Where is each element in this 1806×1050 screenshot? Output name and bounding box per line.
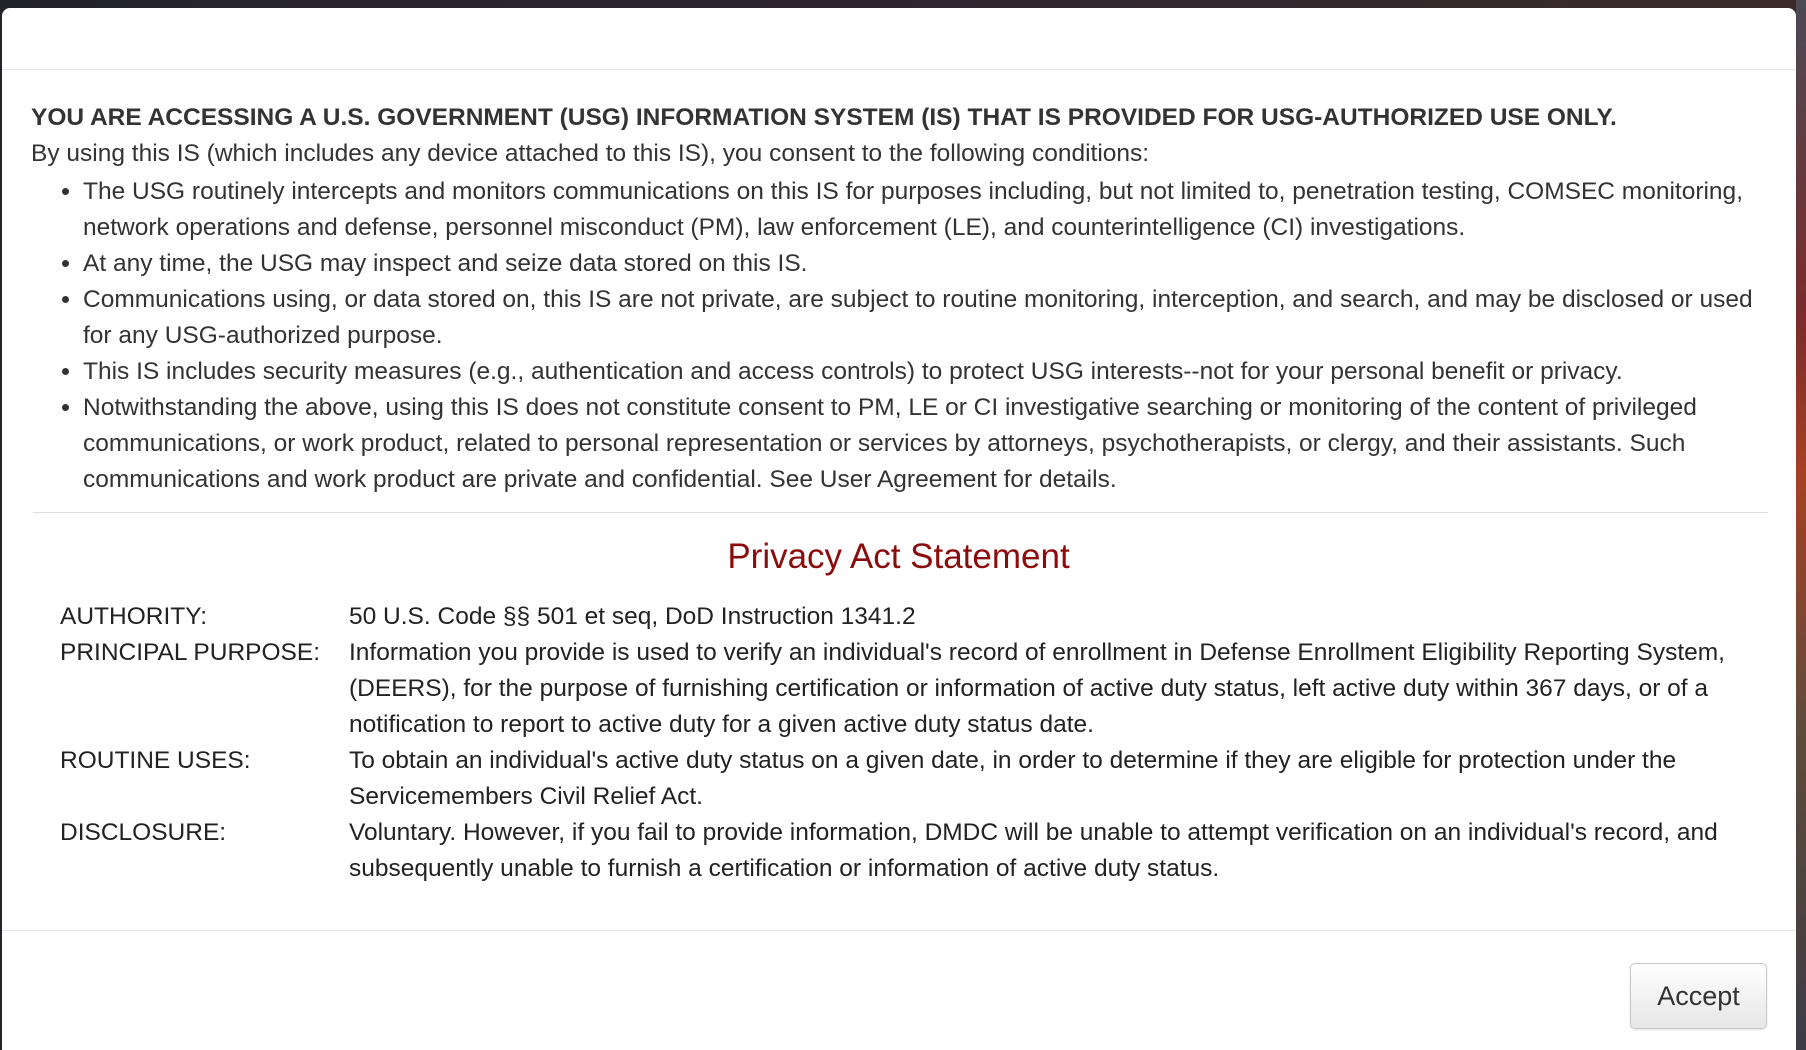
modal-footer [2, 930, 1796, 1050]
consent-modal [2, 8, 1796, 1050]
section-divider [33, 512, 1768, 513]
privacy-row-authority [60, 599, 1750, 635]
privacy-text: 50 U.S. Code §§ 501 et seq, DoD Instruction 1341.2 [349, 603, 916, 630]
privacy-act-title: Privacy Act Statement [727, 537, 1070, 576]
privacy-act-table [60, 599, 1750, 887]
privacy-label: ROUTINE USES: [60, 747, 251, 774]
privacy-text: Information you provide is used to verify an individual's record of enrollment in Defense Enrollment Eligibility Reporting System, (DEERS), for the purpose of furnishing certification or information of active duty status, left active duty within 367 days, or of a notification to report to active duty for a given active duty status date. [349, 639, 1725, 738]
consent-intro: By using this IS (which includes any device attached to this IS), you consent to the following conditions: [31, 140, 1150, 167]
privacy-row-disclosure [60, 815, 1750, 887]
privacy-label: PRINCIPAL PURPOSE: [60, 639, 321, 666]
usg-warning-heading: YOU ARE ACCESSING A U.S. GOVERNMENT (USG) INFORMATION SYSTEM (IS) THAT IS PROVIDED FOR USG-AUTHORIZED USE ONLY. [31, 104, 1617, 131]
privacy-text: To obtain an individual's active duty status on a given date, in order to determine if they are eligible for protection under the Servicemembers Civil Relief Act. [349, 747, 1677, 810]
condition-item: • Communications using, or data stored on, this IS are not private, are subject to routine monitoring, interception, and search, and may be disclosed or used for any USG-authorized purpose. [83, 282, 1766, 354]
condition-item: • Notwithstanding the above, using this IS does not constitute consent to PM, LE or CI investigative searching or monitoring of the content of privileged communications, or work product, related to personal representation or services by attorneys, psychotherapists, or clergy, and their assistants. Such communications and work product are private and confidential. See User Agreement for details. [83, 390, 1766, 498]
privacy-text: Voluntary. However, if you fail to provide information, DMDC will be unable to attempt verification on an individual's record, and subsequently unable to furnish a certification or information of active duty status. [349, 819, 1718, 882]
condition-item: • The USG routinely intercepts and monitors communications on this IS for purposes including, but not limited to, penetration testing, COMSEC monitoring, network operations and defense, personnel misconduct (PM), law enforcement (LE), and counterintelligence (CI) investigations. [83, 174, 1766, 246]
condition-item: • This IS includes security measures (e.g., authentication and access controls) to protect USG interests--not for your personal benefit or privacy. [83, 354, 1766, 390]
backdrop-edge [1796, 0, 1806, 1050]
privacy-row-routine-uses [60, 743, 1750, 815]
modal-body [2, 70, 1796, 887]
conditions-list [31, 174, 1766, 498]
privacy-label: DISCLOSURE: [60, 819, 227, 846]
privacy-label: AUTHORITY: [60, 603, 208, 630]
condition-item: • At any time, the USG may inspect and seize data stored on this IS. [83, 246, 1766, 282]
privacy-row-principal-purpose [60, 635, 1750, 743]
accept-button[interactable]: Accept [1630, 963, 1767, 1029]
modal-header [2, 8, 1796, 70]
